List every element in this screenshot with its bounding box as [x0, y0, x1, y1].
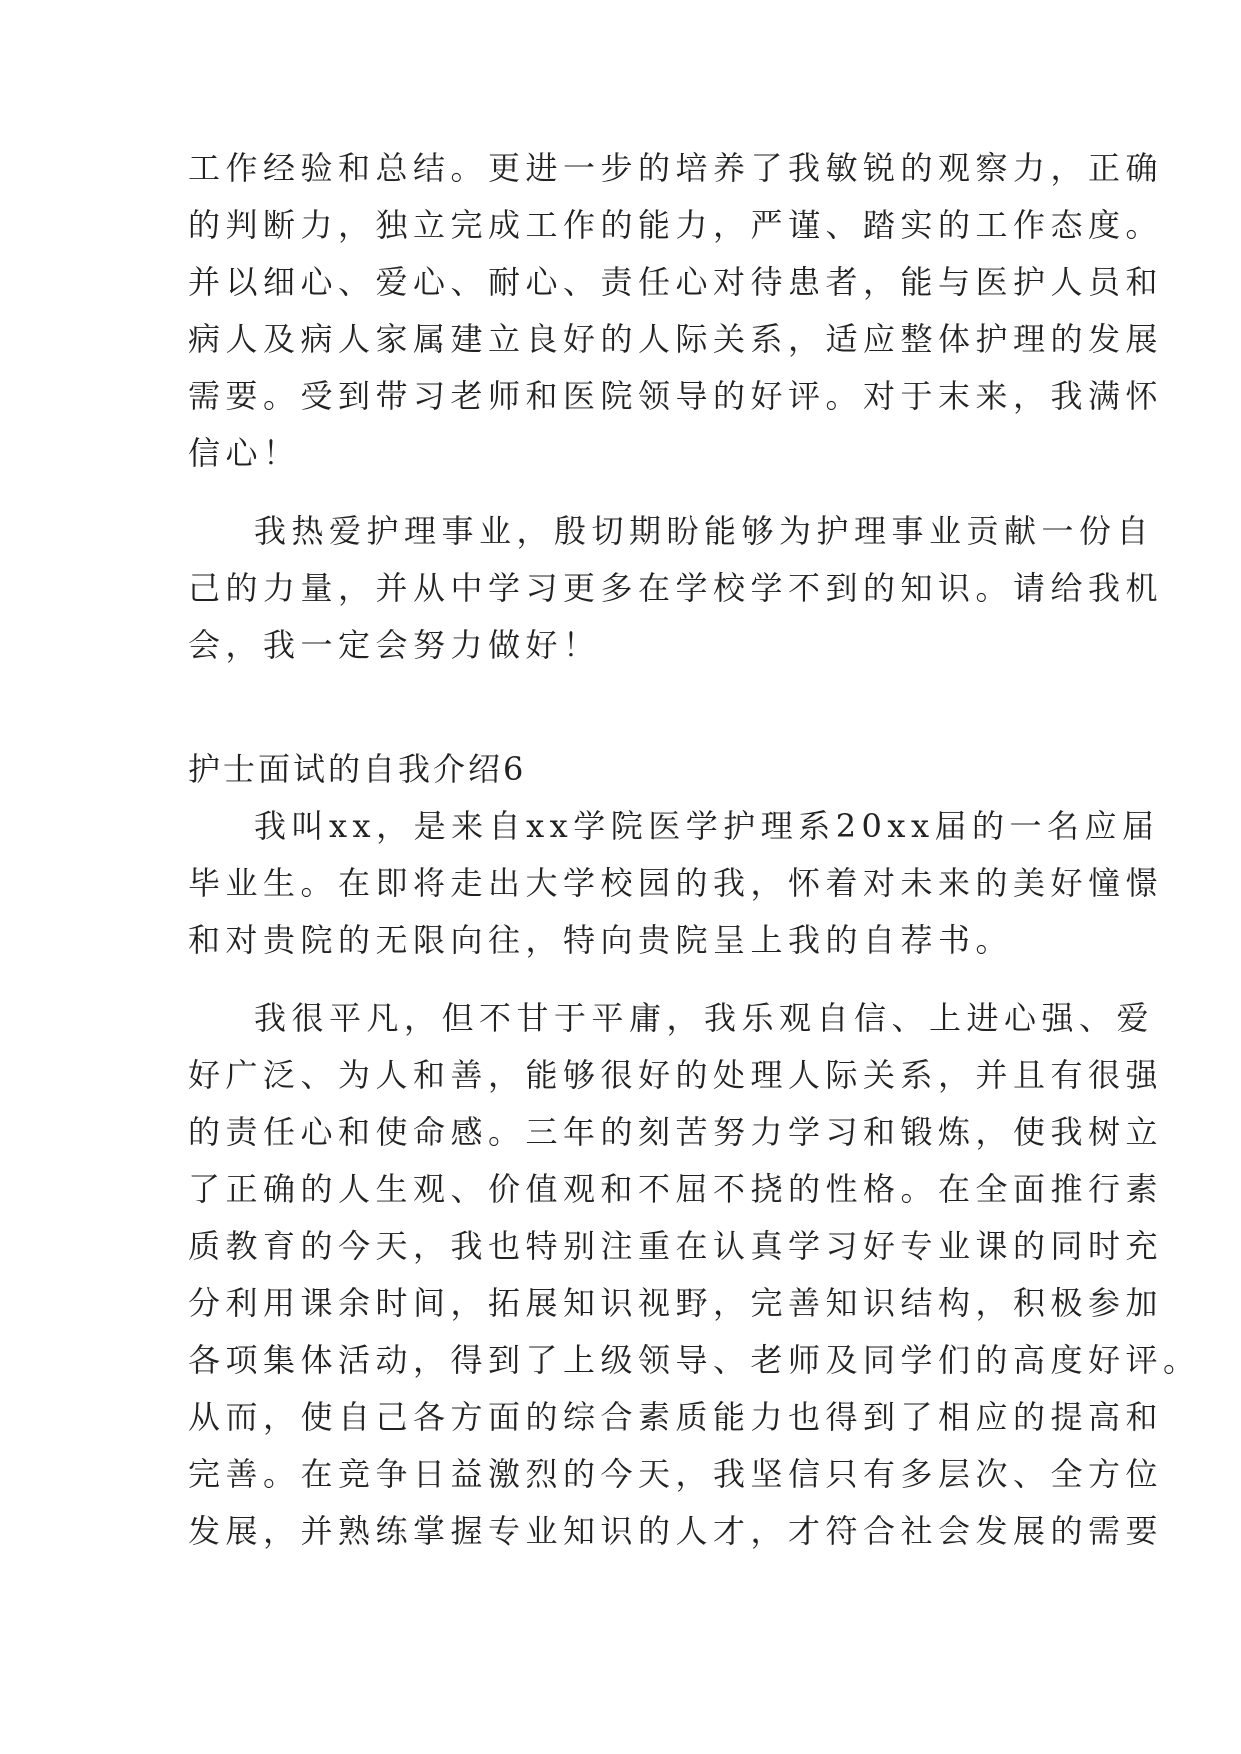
paragraph-line: 发展，并熟练掌握专业知识的人才，才符合社会发展的需要 [188, 1512, 1164, 1550]
paragraph-line: 病人及病人家属建立良好的人际关系，适应整体护理的发展 [188, 320, 1164, 358]
paragraph-line: 我叫xx，是来自xx学院医学护理系20xx届的一名应届 [254, 807, 1160, 845]
paragraph-line: 的责任心和使命感。三年的刻苦努力学习和锻炼，使我树立 [188, 1113, 1164, 1151]
paragraph-line: 分利用课余时间，拓展知识视野，完善知识结构，积极参加 [188, 1284, 1164, 1322]
paragraph-line: 质教育的今天，我也特别注重在认真学习好专业课的同时充 [188, 1227, 1164, 1265]
paragraph-line: 好广泛、为人和善，能够很好的处理人际关系，并且有很强 [188, 1056, 1164, 1094]
paragraph-line: 需要。受到带习老师和医院领导的好评。对于末来，我满怀 [188, 377, 1164, 415]
paragraph-line: 并以细心、爱心、耐心、责任心对待患者，能与医护人员和 [188, 263, 1164, 301]
paragraph-line: 工作经验和总结。更进一步的培养了我敏锐的观察力，正确 [188, 149, 1164, 187]
paragraph-line: 信心！ [188, 434, 301, 472]
paragraph-line: 己的力量，并从中学习更多在学校学不到的知识。请给我机 [188, 569, 1164, 607]
paragraph-line: 我很平凡，但不甘于平庸，我乐观自信、上进心强、爱 [254, 999, 1155, 1037]
paragraph-line: 从而，使自己各方面的综合素质能力也得到了相应的提高和 [188, 1398, 1164, 1436]
paragraph-line: 毕业生。在即将走出大学校园的我，怀着对未来的美好憧憬 [188, 864, 1164, 902]
paragraph-line: 我热爱护理事业，殷切期盼能够为护理事业贡献一份自 [254, 512, 1155, 550]
section-heading: 护士面试的自我介绍6 [188, 750, 527, 788]
paragraph-line: 和对贵院的无限向往，特向贵院呈上我的自荐书。 [188, 921, 1014, 959]
paragraph-line: 完善。在竞争日益激烈的今天，我坚信只有多层次、全方位 [188, 1455, 1164, 1493]
paragraph-line: 各项集体活动，得到了上级领导、老师及同学们的高度好评。 [188, 1341, 1201, 1379]
paragraph-line: 了正确的人生观、价值观和不屈不挠的性格。在全面推行素 [188, 1170, 1164, 1208]
paragraph-line: 会，我一定会努力做好！ [188, 626, 601, 664]
paragraph-line: 的判断力，独立完成工作的能力，严谨、踏实的工作态度。 [188, 206, 1164, 244]
